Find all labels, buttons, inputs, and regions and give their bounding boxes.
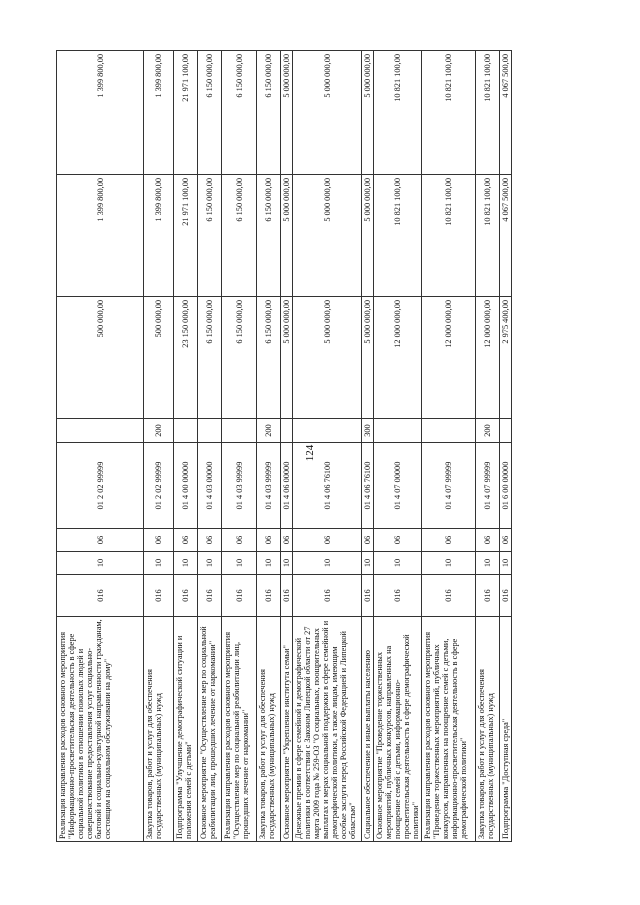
row-rz: 10 [174, 552, 198, 575]
row-vr [422, 419, 476, 443]
row-ved: 016 [281, 575, 293, 617]
row-amount-1: 5 000 000,00 [362, 297, 374, 419]
row-pr: 06 [144, 529, 174, 552]
row-pr: 06 [257, 529, 281, 552]
row-amount-3: 4 067 500,00 [500, 51, 512, 175]
table-row [257, 51, 281, 842]
table-row [57, 51, 144, 842]
row-csr: 01 4 06 76100 [293, 443, 362, 529]
row-name: Основное мероприятие "Укрепление института семьи" [281, 617, 293, 842]
row-name: Подпрограмма "Доступная среда" [500, 617, 512, 842]
row-amount-3: 5 000 000,00 [293, 51, 362, 175]
row-amount-1: 23 150 000,00 [174, 297, 198, 419]
row-rz: 10 [57, 552, 144, 575]
row-amount-1: 2 975 400,00 [500, 297, 512, 419]
row-rz: 10 [198, 552, 222, 575]
budget-table [56, 50, 512, 842]
row-pr: 06 [198, 529, 222, 552]
row-pr: 06 [362, 529, 374, 552]
row-csr: 01 2 02 99999 [144, 443, 174, 529]
table-row [500, 51, 512, 842]
row-name: Денежные премии в сфере семейной и демографической политики в соответствии с Законом Липецкой области от 27 марта 2009 года № 259-ОЗ "О социальных, поощрительных выплатах и мерах социальной поддержки в сфере семейной и демографической политики, а также лицам, имеющим особые заслуги перед Российской Федерацией и Липецкой областью" [293, 617, 362, 842]
table-row [281, 51, 293, 842]
row-amount-2: 10 821 100,00 [374, 175, 422, 297]
row-rz: 10 [476, 552, 500, 575]
row-rz: 10 [293, 552, 362, 575]
row-amount-2: 4 067 500,00 [500, 175, 512, 297]
table-row [362, 51, 374, 842]
row-amount-3: 10 821 100,00 [476, 51, 500, 175]
row-amount-2: 1 399 800,00 [144, 175, 174, 297]
row-csr: 01 4 07 99999 [422, 443, 476, 529]
row-ved: 016 [257, 575, 281, 617]
row-vr: 300 [362, 419, 374, 443]
row-amount-1: 12 000 000,00 [476, 297, 500, 419]
row-name: Подпрограмма "Улучшение демографической ситуации и положения семей с детьми" [174, 617, 198, 842]
row-name: Закупка товаров, работ и услуг для обеспечения государственных (муниципальных) нужд [144, 617, 174, 842]
row-amount-3: 10 821 100,00 [422, 51, 476, 175]
row-name: Социальное обеспечение и иные выплаты населению [362, 617, 374, 842]
row-rz: 10 [281, 552, 293, 575]
page-number: 124 [304, 444, 316, 462]
row-pr: 06 [422, 529, 476, 552]
table-row [144, 51, 174, 842]
row-ved: 016 [362, 575, 374, 617]
row-amount-1: 12 000 000,00 [422, 297, 476, 419]
row-amount-1: 12 000 000,00 [374, 297, 422, 419]
row-amount-3: 21 971 100,00 [174, 51, 198, 175]
row-amount-2: 21 971 100,00 [174, 175, 198, 297]
table-row [174, 51, 198, 842]
row-amount-2: 10 821 100,00 [422, 175, 476, 297]
table-row [422, 51, 476, 842]
row-name: Реализация направления расходов основного мероприятия "Проведение торжественных мероприятий, публичных конкурсов, направленных на поощрение семей с детьми, информационно-просветительская деятельность в сфере демографической политики" [422, 617, 476, 842]
table-row [198, 51, 222, 842]
row-amount-3: 1 399 800,00 [144, 51, 174, 175]
row-vr [222, 419, 257, 443]
row-pr: 06 [500, 529, 512, 552]
row-ved: 016 [222, 575, 257, 617]
row-rz: 10 [144, 552, 174, 575]
row-amount-1: 5 000 000,00 [281, 297, 293, 419]
row-amount-2: 1 399 800,00 [57, 175, 144, 297]
row-ved: 016 [198, 575, 222, 617]
row-name: Основное мероприятие "Проведение торжественных мероприятий, публичных конкурсов, направленных на поощрение семей с детьми, информационно-просветительская деятельность в сфере демографической политики" [374, 617, 422, 842]
row-name: Реализация направления расходов основного мероприятия "Информационно-просветительская деятельность в сфере социальной политики в отношении пожилых людей и совершенствование предоставления услуг социально-бытовой и социально-культурной направленности гражданам, состоящим на социальном обслуживании на дому" [57, 617, 144, 842]
row-csr: 01 4 06 76100 [362, 443, 374, 529]
row-name: Основное мероприятие "Осуществление мер по социальной реабилитации лиц, прошедших лечение от наркомании" [198, 617, 222, 842]
row-vr [174, 419, 198, 443]
row-ved: 016 [476, 575, 500, 617]
row-amount-3: 5 000 000,00 [281, 51, 293, 175]
row-name: Закупка товаров, работ и услуг для обеспечения государственных (муниципальных) нужд [476, 617, 500, 842]
row-amount-2: 6 150 000,00 [222, 175, 257, 297]
row-vr [374, 419, 422, 443]
table-row [222, 51, 257, 842]
row-vr [500, 419, 512, 443]
row-vr [281, 419, 293, 443]
row-ved: 016 [57, 575, 144, 617]
row-amount-1: 6 150 000,00 [198, 297, 222, 419]
row-rz: 10 [257, 552, 281, 575]
table-body [57, 51, 512, 842]
row-csr: 01 4 07 00000 [374, 443, 422, 529]
row-ved: 016 [174, 575, 198, 617]
row-amount-1: 500 000,00 [144, 297, 174, 419]
row-csr: 01 4 03 99999 [257, 443, 281, 529]
row-rz: 10 [222, 552, 257, 575]
row-amount-1: 5 000 000,00 [293, 297, 362, 419]
row-amount-2: 5 000 000,00 [362, 175, 374, 297]
row-pr: 06 [374, 529, 422, 552]
budget-table-rotated [56, 51, 512, 842]
row-csr: 01 4 03 99999 [222, 443, 257, 529]
row-vr: 200 [476, 419, 500, 443]
row-pr: 06 [174, 529, 198, 552]
row-amount-2: 6 150 000,00 [257, 175, 281, 297]
row-rz: 10 [362, 552, 374, 575]
row-name: Закупка товаров, работ и услуг для обеспечения государственных (муниципальных) нужд [257, 617, 281, 842]
row-vr [293, 419, 362, 443]
row-pr: 06 [281, 529, 293, 552]
row-vr: 200 [257, 419, 281, 443]
row-csr: 01 4 06 00000 [281, 443, 293, 529]
row-csr: 01 2 02 99999 [57, 443, 144, 529]
row-amount-2: 6 150 000,00 [198, 175, 222, 297]
row-rz: 10 [374, 552, 422, 575]
row-amount-2: 5 000 000,00 [293, 175, 362, 297]
row-amount-1: 500 000,00 [57, 297, 144, 419]
row-ved: 016 [293, 575, 362, 617]
row-ved: 016 [144, 575, 174, 617]
row-vr [57, 419, 144, 443]
table-row [293, 51, 362, 842]
row-amount-1: 6 150 000,00 [222, 297, 257, 419]
row-pr: 06 [57, 529, 144, 552]
row-name: Реализация направления расходов основного мероприятия "Осуществление мер по социальной реабилитации лиц, прошедших лечение от наркомании" [222, 617, 257, 842]
row-amount-3: 1 399 800,00 [57, 51, 144, 175]
row-csr: 01 4 07 99999 [476, 443, 500, 529]
row-pr: 06 [476, 529, 500, 552]
row-rz: 10 [500, 552, 512, 575]
row-csr: 01 6 00 00000 [500, 443, 512, 529]
table-row [476, 51, 500, 842]
row-pr: 06 [222, 529, 257, 552]
row-csr: 01 4 03 00000 [198, 443, 222, 529]
row-amount-3: 6 150 000,00 [198, 51, 222, 175]
row-amount-3: 5 000 000,00 [362, 51, 374, 175]
row-amount-2: 10 821 100,00 [476, 175, 500, 297]
row-vr: 200 [144, 419, 174, 443]
row-amount-2: 5 000 000,00 [281, 175, 293, 297]
row-vr [198, 419, 222, 443]
row-amount-3: 6 150 000,00 [257, 51, 281, 175]
row-rz: 10 [422, 552, 476, 575]
row-amount-1: 6 150 000,00 [257, 297, 281, 419]
row-amount-3: 10 821 100,00 [374, 51, 422, 175]
row-ved: 016 [500, 575, 512, 617]
row-amount-3: 6 150 000,00 [222, 51, 257, 175]
row-ved: 016 [374, 575, 422, 617]
table-row [374, 51, 422, 842]
row-pr: 06 [293, 529, 362, 552]
row-csr: 01 4 00 00000 [174, 443, 198, 529]
row-ved: 016 [422, 575, 476, 617]
